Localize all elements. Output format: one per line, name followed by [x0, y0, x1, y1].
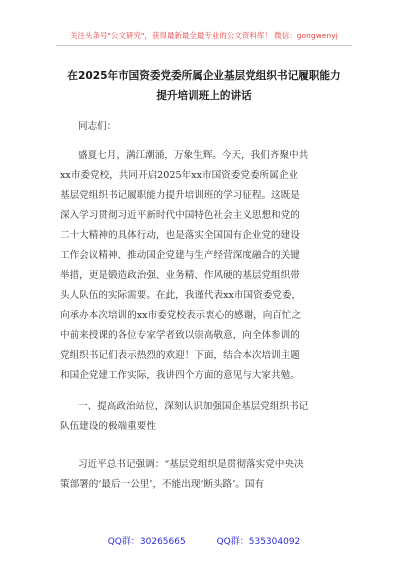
paragraph-line: xx市委党校，共同开启2025年xx市国资委党委所属企业 — [60, 170, 298, 181]
paragraph-line: 头人队伍的实际需要。在此，我谨代表xx市国资委党委， — [60, 290, 302, 301]
paragraph-line: 盛夏七月，满江潮涌，万象生辉。今天，我们齐聚中共 — [78, 150, 309, 161]
footer-qq-group-2: QQ群：535304092 — [216, 537, 301, 547]
paragraph-line: 中前来授课的各位专家学者致以崇高敬意，向全体参训的 — [60, 330, 300, 341]
header-divider — [56, 45, 352, 46]
paragraph-line: 举措，更是锻造政治强、业务精、作风硬的基层党组织带 — [60, 270, 300, 281]
section-heading-line: 队伍建设的极端重要性 — [60, 421, 156, 432]
salutation-text: 同志们： — [78, 121, 117, 132]
footer — [0, 534, 408, 547]
section-heading-line: 一、提高政治站位，深刻认识加强国企基层党组织书记 — [78, 401, 309, 412]
footer-qq-group-1: QQ群：30265665 — [107, 537, 186, 547]
paragraph-line: 基层党组织书记履职能力提升培训班的学习征程。这既是 — [60, 190, 300, 201]
document-title — [56, 66, 352, 106]
paragraph-line: 二十大精神的具体行动，也是落实全国国有企业党的建设 — [60, 230, 300, 241]
paragraph-line: 策部署的‘最后一公里’，不能出现‘断头路’。国有 — [60, 479, 265, 490]
paragraph-line: 向承办本次培训的xx市委党校表示衷心的感谢，向百忙之 — [60, 310, 302, 321]
paragraph-line: 工作会议精神、推动国企党建与生产经营深度融合的关键 — [60, 250, 300, 261]
header-banner: 关注头条号"公文研究"，获得最新最全最专业的公文资料库！ 微信：gongwenyj — [70, 31, 338, 40]
paragraph-line: 习近平总书记强调：“基层党组织是贯彻落实党中央决 — [78, 459, 304, 470]
title-line-2: 提升培训班上的讲话 — [156, 90, 252, 102]
title-line-1: 在2025年市国资委党委所属企业基层党组织书记履职能力 — [67, 70, 341, 82]
paragraph-line: 党组织书记们表示热烈的欢迎！下面，结合本次培训主题 — [60, 350, 300, 361]
paragraph-line: 和国企党建工作实际，我讲四个方面的意见与大家共勉。 — [60, 370, 300, 381]
paragraph-line: 深入学习贯彻习近平新时代中国特色社会主义思想和党的 — [60, 210, 300, 221]
